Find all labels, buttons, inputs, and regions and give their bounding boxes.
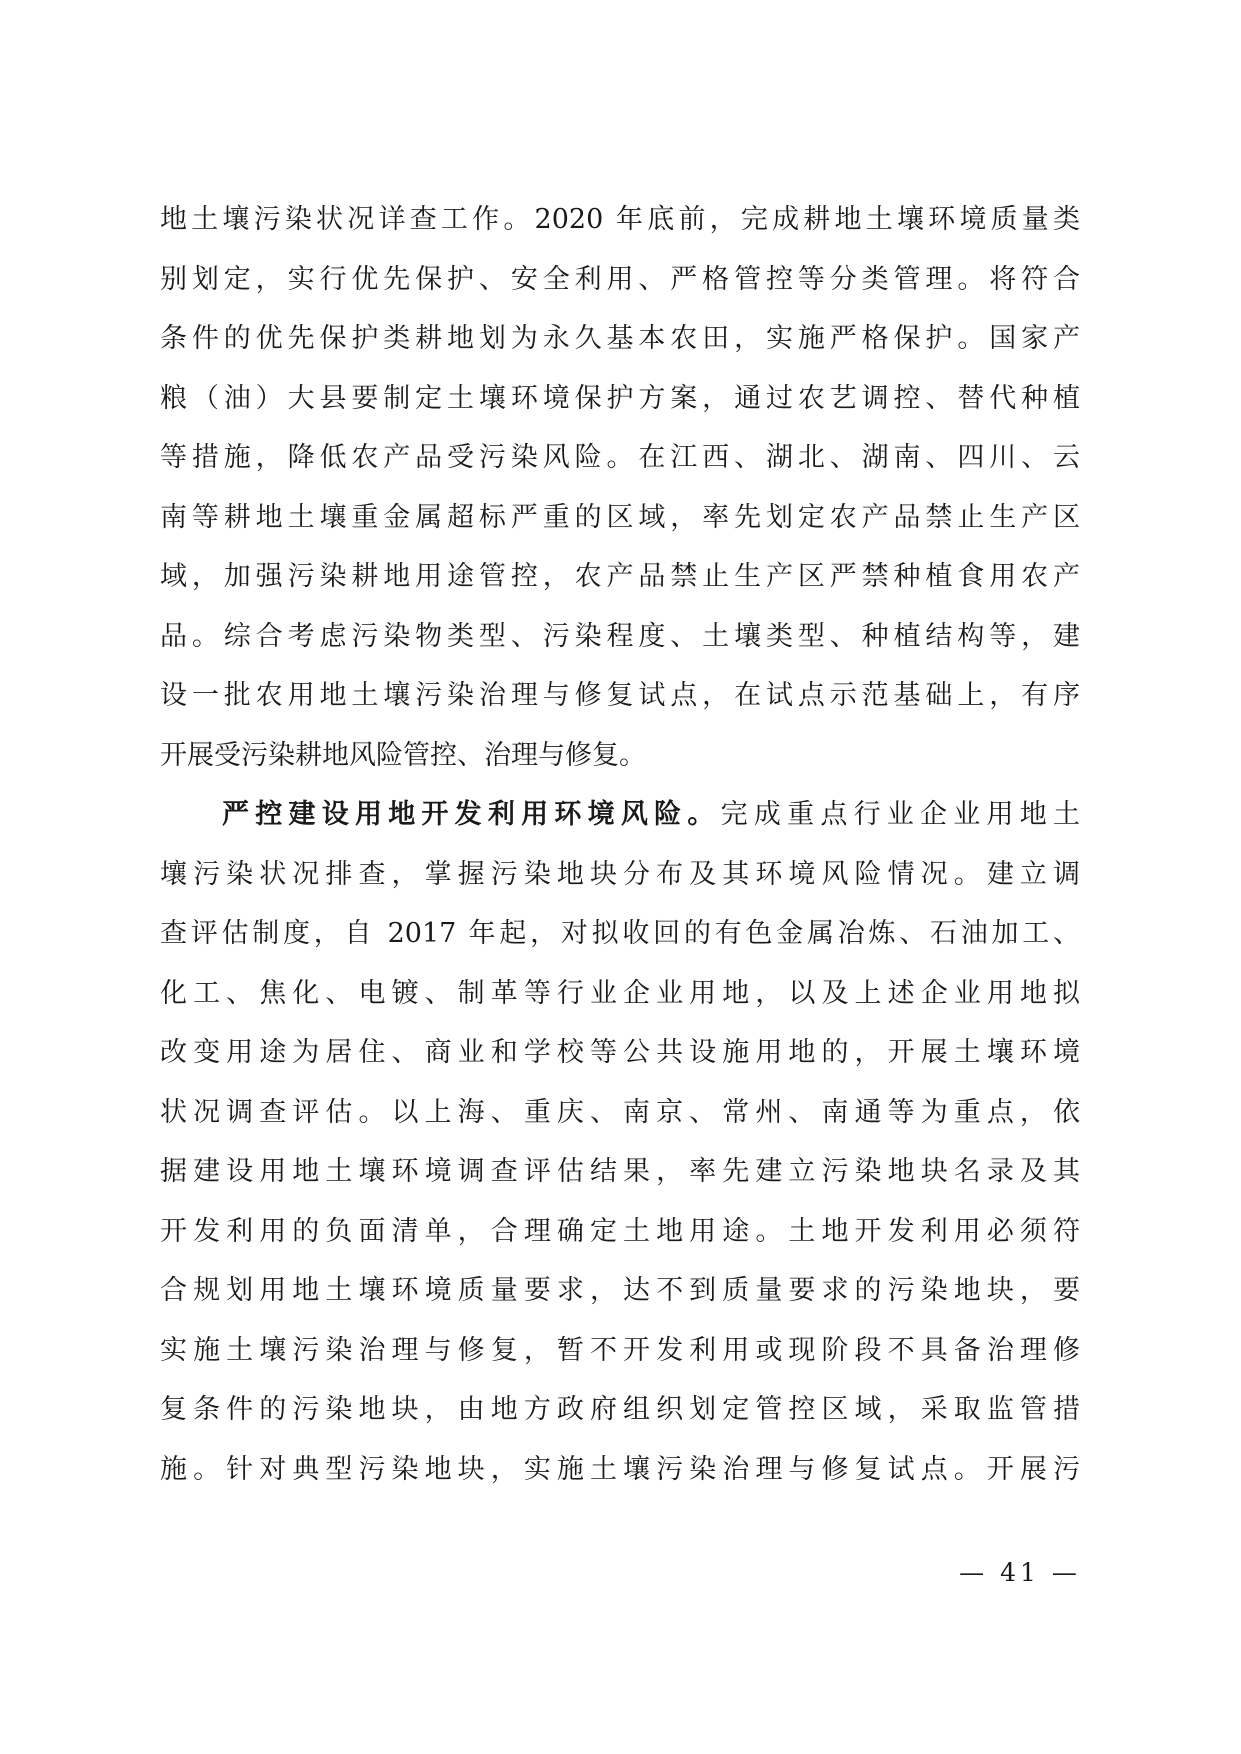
text-line: 设一批农用地土壤污染治理与修复试点，在试点示范基础上，有序 [160, 680, 1080, 711]
text-line: 别划定，实行优先保护、安全利用、严格管控等分类管理。将符合 [160, 263, 1080, 295]
text-line: 等措施，降低农产品受污染风险。在江西、湖北、湖南、四川、云 [160, 442, 1080, 473]
paragraph-first-line [160, 785, 1080, 845]
paragraph-heading: 严控建设用地开发利用环境风险。 [222, 799, 721, 830]
text-line: 合规划用地土壤环境质量要求，达不到质量要求的污染地块，要 [160, 1275, 1080, 1306]
text-line: 据建设用地土壤环境调查评估结果，率先建立污染地块名录及其 [160, 1156, 1080, 1187]
paragraph-farmland-soil [160, 190, 1080, 785]
text-line: 状况调查评估。以上海、重庆、南京、常州、南通等为重点，依 [160, 1096, 1080, 1128]
text-line: 实施土壤污染治理与修复，暂不开发利用或现阶段不具备治理修 [160, 1334, 1080, 1366]
text-line: 查评估制度，自 2017 年起，对拟收回的有色金属冶炼、石油加工、 [160, 918, 1080, 949]
text-line: 品。综合考虑污染物类型、污染程度、土壤类型、种植结构等，建 [160, 620, 1080, 652]
page-number: — 41 — [959, 1558, 1081, 1587]
text-line: 改变用途为居住、商业和学校等公共设施用地的，开展土壤环境 [160, 1037, 1080, 1068]
text-line: 开发利用的负面清单，合理确定土地用途。土地开发利用必须符 [160, 1215, 1080, 1247]
text-line: 南等耕地土壤重金属超标严重的区域，率先划定农产品禁止生产区 [160, 501, 1080, 533]
text-line: 开展受污染耕地风险管控、治理与修复。 [160, 739, 646, 771]
text-line: 施。针对典型污染地块，实施土壤污染治理与修复试点。开展污 [160, 1453, 1080, 1485]
text-line: 条件的优先保护类耕地划为永久基本农田，实施严格保护。国家产 [160, 323, 1080, 354]
text-segment: 完成重点行业企业用地土 [720, 799, 1081, 830]
text-line: 粮（油）大县要制定土壤环境保护方案，通过农艺调控、替代种植 [160, 382, 1080, 414]
paragraph-construction-land [160, 785, 1080, 1499]
text-line: 化工、焦化、电镀、制革等行业企业用地，以及上述企业用地拟 [160, 977, 1080, 1009]
text-line: 域，加强污染耕地用途管控，农产品禁止生产区严禁种植食用农产 [160, 561, 1080, 592]
text-line: 地土壤污染状况详查工作。2020 年底前，完成耕地土壤环境质量类 [160, 204, 1080, 235]
text-line: 复条件的污染地块，由地方政府组织划定管控区域，采取监管措 [160, 1394, 1080, 1425]
text-line: 壤污染状况排查，掌握污染地块分布及其环境风险情况。建立调 [160, 858, 1080, 890]
